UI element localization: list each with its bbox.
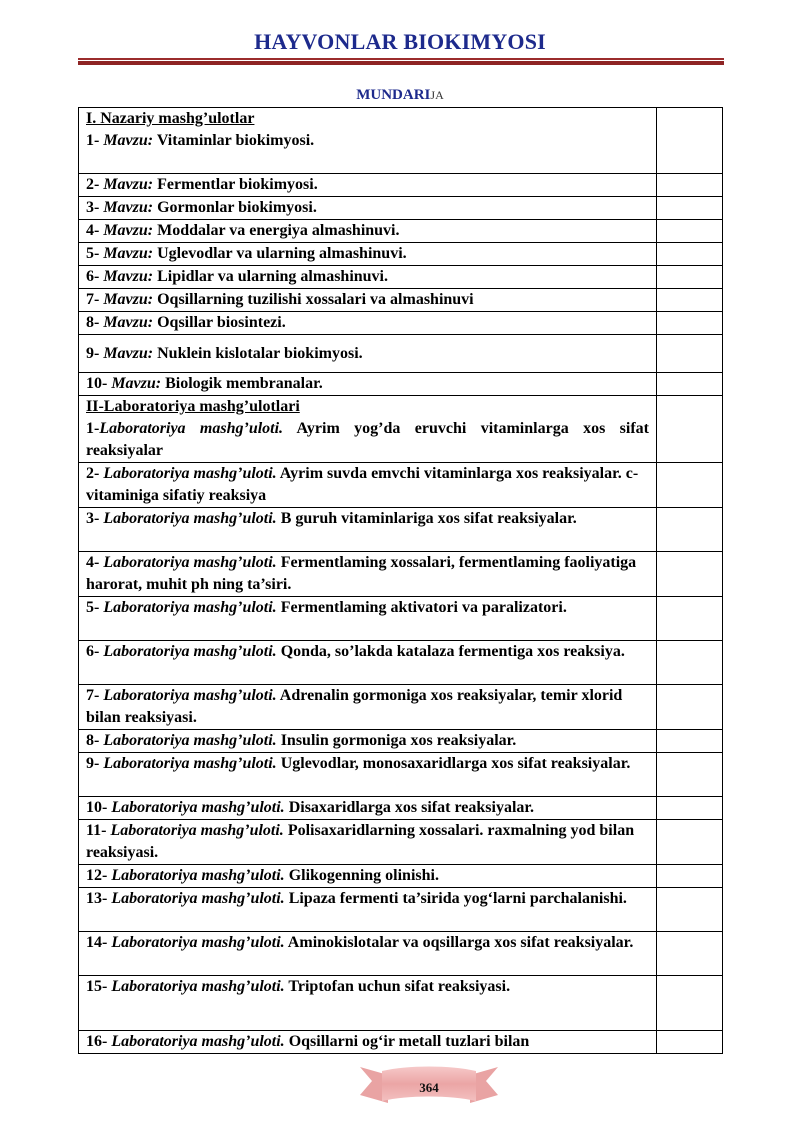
toc-row — [79, 641, 723, 685]
item-label: Laboratoriya mashg’uloti. — [111, 890, 285, 907]
toc-page-cell — [657, 685, 723, 730]
item-number: 1- — [86, 420, 100, 437]
toc-entry — [79, 289, 657, 312]
toc-row — [79, 335, 723, 373]
item-text: Uglevodlar, monosaxaridlarga xos sifat reaksiyalar. — [276, 755, 631, 772]
item-number: 4- — [86, 554, 104, 571]
item-label: Laboratoriya mashg’uloti. — [111, 867, 285, 884]
toc-row — [79, 396, 723, 463]
item-text: Insulin gormoniga xos reaksiyalar. — [276, 732, 517, 749]
toc-row — [79, 865, 723, 888]
item-label: Laboratoriya mashg’uloti. — [103, 510, 277, 527]
toc-page-cell — [657, 289, 723, 312]
toc-page-cell — [657, 266, 723, 289]
item-number: 10- — [86, 375, 112, 392]
item-label: Laboratoriya mashg’uloti. — [99, 420, 284, 437]
toc-row — [79, 976, 723, 1031]
item-label: Laboratoriya mashg’uloti. — [111, 799, 285, 816]
item-label: Laboratoriya mashg’uloti. — [111, 934, 285, 951]
toc-row — [79, 220, 723, 243]
page-number: 364 — [419, 1080, 439, 1095]
item-text: Polisaxaridlarning xossalari. raxmalning yod bilan reaksiyasi. — [86, 822, 635, 861]
item-number: 11- — [86, 822, 111, 839]
toc-entry — [79, 1031, 657, 1054]
item-text: Fermentlaming xossalari, fermentlaming faoliyatiga harorat, muhit ph ning ta’siri. — [86, 554, 637, 593]
item-number: 3- — [86, 199, 104, 216]
item-label: Laboratoriya mashg’uloti. — [111, 978, 285, 995]
item-number: 5- — [86, 599, 104, 616]
item-number: 9- — [86, 344, 104, 362]
toc-page-cell — [657, 865, 723, 888]
toc-page-cell — [657, 174, 723, 197]
toc-entry — [79, 373, 657, 396]
toc-entry — [79, 797, 657, 820]
toc-row — [79, 552, 723, 597]
toc-entry — [79, 730, 657, 753]
toc-row — [79, 289, 723, 312]
item-text: Nuklein kislotalar biokimyosi. — [153, 344, 363, 362]
toc-entry — [79, 552, 657, 597]
item-text: Adrenalin gormoniga xos reaksiyalar, temir xlorid bilan reaksiyasi. — [86, 687, 623, 726]
toc-page-cell — [657, 396, 723, 463]
item-label: Mavzu: — [103, 245, 154, 262]
toc-page-cell — [657, 797, 723, 820]
toc-page-cell — [657, 552, 723, 597]
item-label: Mavzu: — [103, 291, 154, 308]
item-label: Mavzu: — [103, 314, 154, 331]
item-label: Laboratoriya mashg’uloti. — [103, 687, 277, 704]
toc-row — [79, 820, 723, 865]
toc-entry — [79, 312, 657, 335]
section-heading-theory: I. Nazariy mashg’ulotlar — [86, 110, 255, 127]
toc-title-main: MUNDARI — [356, 87, 431, 103]
toc-entry — [79, 174, 657, 197]
toc-row — [79, 797, 723, 820]
toc-row — [79, 312, 723, 335]
toc-entry — [79, 396, 657, 463]
toc-entry — [79, 243, 657, 266]
toc-page-cell — [657, 312, 723, 335]
toc-page-cell — [657, 243, 723, 266]
toc-entry — [79, 335, 657, 373]
item-text: Ayrim yog’da eruvchi vitaminlarga xos sifat reaksiyalar — [86, 420, 649, 459]
toc-row — [79, 174, 723, 197]
toc-row — [79, 888, 723, 932]
item-number: 14- — [86, 934, 112, 951]
item-text: Glikogenning olinishi. — [284, 867, 439, 884]
toc-entry — [79, 753, 657, 797]
toc-entry — [79, 820, 657, 865]
toc-entry — [79, 888, 657, 932]
page-number-ribbon — [358, 1063, 500, 1107]
item-number: 4- — [86, 222, 104, 239]
item-number: 13- — [86, 890, 112, 907]
toc-page-cell — [657, 730, 723, 753]
toc-title — [0, 87, 800, 104]
toc-page-cell — [657, 641, 723, 685]
toc-row — [79, 108, 723, 174]
item-text: Moddalar va energiya almashinuvi. — [153, 222, 400, 239]
item-number: 8- — [86, 314, 104, 331]
toc-page-cell — [657, 197, 723, 220]
item-text: Fermentlaming aktivatori va paralizatori. — [276, 599, 567, 616]
toc-row — [79, 508, 723, 552]
toc-row — [79, 685, 723, 730]
toc-entry — [79, 641, 657, 685]
toc-page-cell — [657, 753, 723, 797]
item-text: Vitaminlar biokimyosi. — [153, 132, 315, 149]
item-number: 15- — [86, 978, 112, 995]
item-text: Lipaza fermenti ta’sirida yog‘larni parchalanishi. — [284, 890, 627, 907]
item-number: 5- — [86, 245, 104, 262]
toc-entry — [79, 597, 657, 641]
toc-page-cell — [657, 820, 723, 865]
item-number: 7- — [86, 291, 104, 308]
item-text: B guruh vitaminlariga xos sifat reaksiyalar. — [276, 510, 577, 527]
item-text: Ayrim suvda emvchi vitaminlarga xos reaksiyalar. c- vitaminiga sifatiy reaksiya — [86, 465, 639, 504]
toc-row — [79, 597, 723, 641]
toc-row — [79, 1031, 723, 1054]
toc-entry — [79, 108, 657, 174]
toc-entry — [79, 508, 657, 552]
item-number: 7- — [86, 687, 104, 704]
header-rule-thin — [78, 58, 724, 60]
toc-row — [79, 753, 723, 797]
item-number: 8- — [86, 732, 104, 749]
item-label: Mavzu: — [103, 268, 154, 285]
toc-page-cell — [657, 373, 723, 396]
item-text: Oqsillarni og‘ir metall tuzlari bilan — [284, 1033, 530, 1050]
item-label: Laboratoriya mashg’uloti. — [103, 643, 277, 660]
toc-entry — [79, 932, 657, 976]
item-number: 10- — [86, 799, 112, 816]
toc-entry — [79, 220, 657, 243]
item-number: 9- — [86, 755, 104, 772]
item-number: 3- — [86, 510, 104, 527]
item-number: 6- — [86, 268, 104, 285]
item-label: Laboratoriya mashg’uloti. — [103, 755, 277, 772]
item-text: Disaxaridlarga xos sifat reaksiyalar. — [284, 799, 535, 816]
item-label: Laboratoriya mashg’uloti. — [103, 599, 277, 616]
toc-entry — [79, 197, 657, 220]
item-text: Uglevodlar va ularning almashinuvi. — [153, 245, 407, 262]
toc-table — [78, 107, 723, 1054]
item-label: Laboratoriya mashg’uloti. — [111, 1033, 285, 1050]
toc-row — [79, 243, 723, 266]
toc-page-cell — [657, 1031, 723, 1054]
item-number: 1- — [86, 132, 104, 149]
item-label: Laboratoriya mashg’uloti. — [103, 554, 277, 571]
toc-page-cell — [657, 508, 723, 552]
toc-row — [79, 197, 723, 220]
item-label: Mavzu: — [103, 344, 154, 362]
item-label: Mavzu: — [103, 132, 154, 149]
item-text: Biologik membranalar. — [161, 375, 323, 392]
toc-page-cell — [657, 463, 723, 508]
item-label: Mavzu: — [103, 176, 154, 193]
toc-row — [79, 463, 723, 508]
toc-entry — [79, 463, 657, 508]
item-label: Laboratoriya mashg’uloti. — [110, 822, 284, 839]
toc-page-cell — [657, 220, 723, 243]
toc-entry — [79, 865, 657, 888]
item-text: Qonda, so’lakda katalaza fermentiga xos reaksiya. — [276, 643, 625, 660]
item-number: 12- — [86, 867, 112, 884]
item-text: Lipidlar va ularning almashinuvi. — [153, 268, 388, 285]
toc-row — [79, 373, 723, 396]
toc-entry — [79, 976, 657, 1031]
item-number: 2- — [86, 465, 104, 482]
toc-page-cell — [657, 597, 723, 641]
toc-entry — [79, 266, 657, 289]
item-label: Mavzu: — [111, 375, 162, 392]
item-label: Laboratoriya mashg’uloti. — [103, 465, 277, 482]
toc-page-cell — [657, 932, 723, 976]
toc-page-cell — [657, 335, 723, 373]
item-text: Triptofan uchun sifat reaksiyasi. — [284, 978, 511, 995]
item-text: Aminokislotalar va oqsillarga xos sifat reaksiyalar. — [284, 934, 634, 951]
toc-row — [79, 932, 723, 976]
toc-page-cell — [657, 976, 723, 1031]
item-number: 2- — [86, 176, 104, 193]
toc-title-suffix: JA — [430, 88, 444, 102]
item-text: Oqsillar biosintezi. — [153, 314, 286, 331]
header-rule-thick — [78, 61, 724, 65]
item-text: Fermentlar biokimyosi. — [153, 176, 318, 193]
item-number: 6- — [86, 643, 104, 660]
item-text: Oqsillarning tuzilishi xossalari va almashinuvi — [153, 291, 474, 308]
item-label: Laboratoriya mashg’uloti. — [103, 732, 277, 749]
toc-row — [79, 730, 723, 753]
item-label: Mavzu: — [103, 199, 154, 216]
toc-row — [79, 266, 723, 289]
section-heading-lab: II-Laboratoriya mashg’ulotlari — [86, 398, 300, 415]
running-header-title: HAYVONLAR BIOKIMYOSI — [254, 29, 546, 54]
item-number: 16- — [86, 1033, 112, 1050]
toc-entry — [79, 685, 657, 730]
item-text: Gormonlar biokimyosi. — [153, 199, 317, 216]
toc-page-cell — [657, 108, 723, 174]
toc-page-cell — [657, 888, 723, 932]
item-label: Mavzu: — [103, 222, 154, 239]
